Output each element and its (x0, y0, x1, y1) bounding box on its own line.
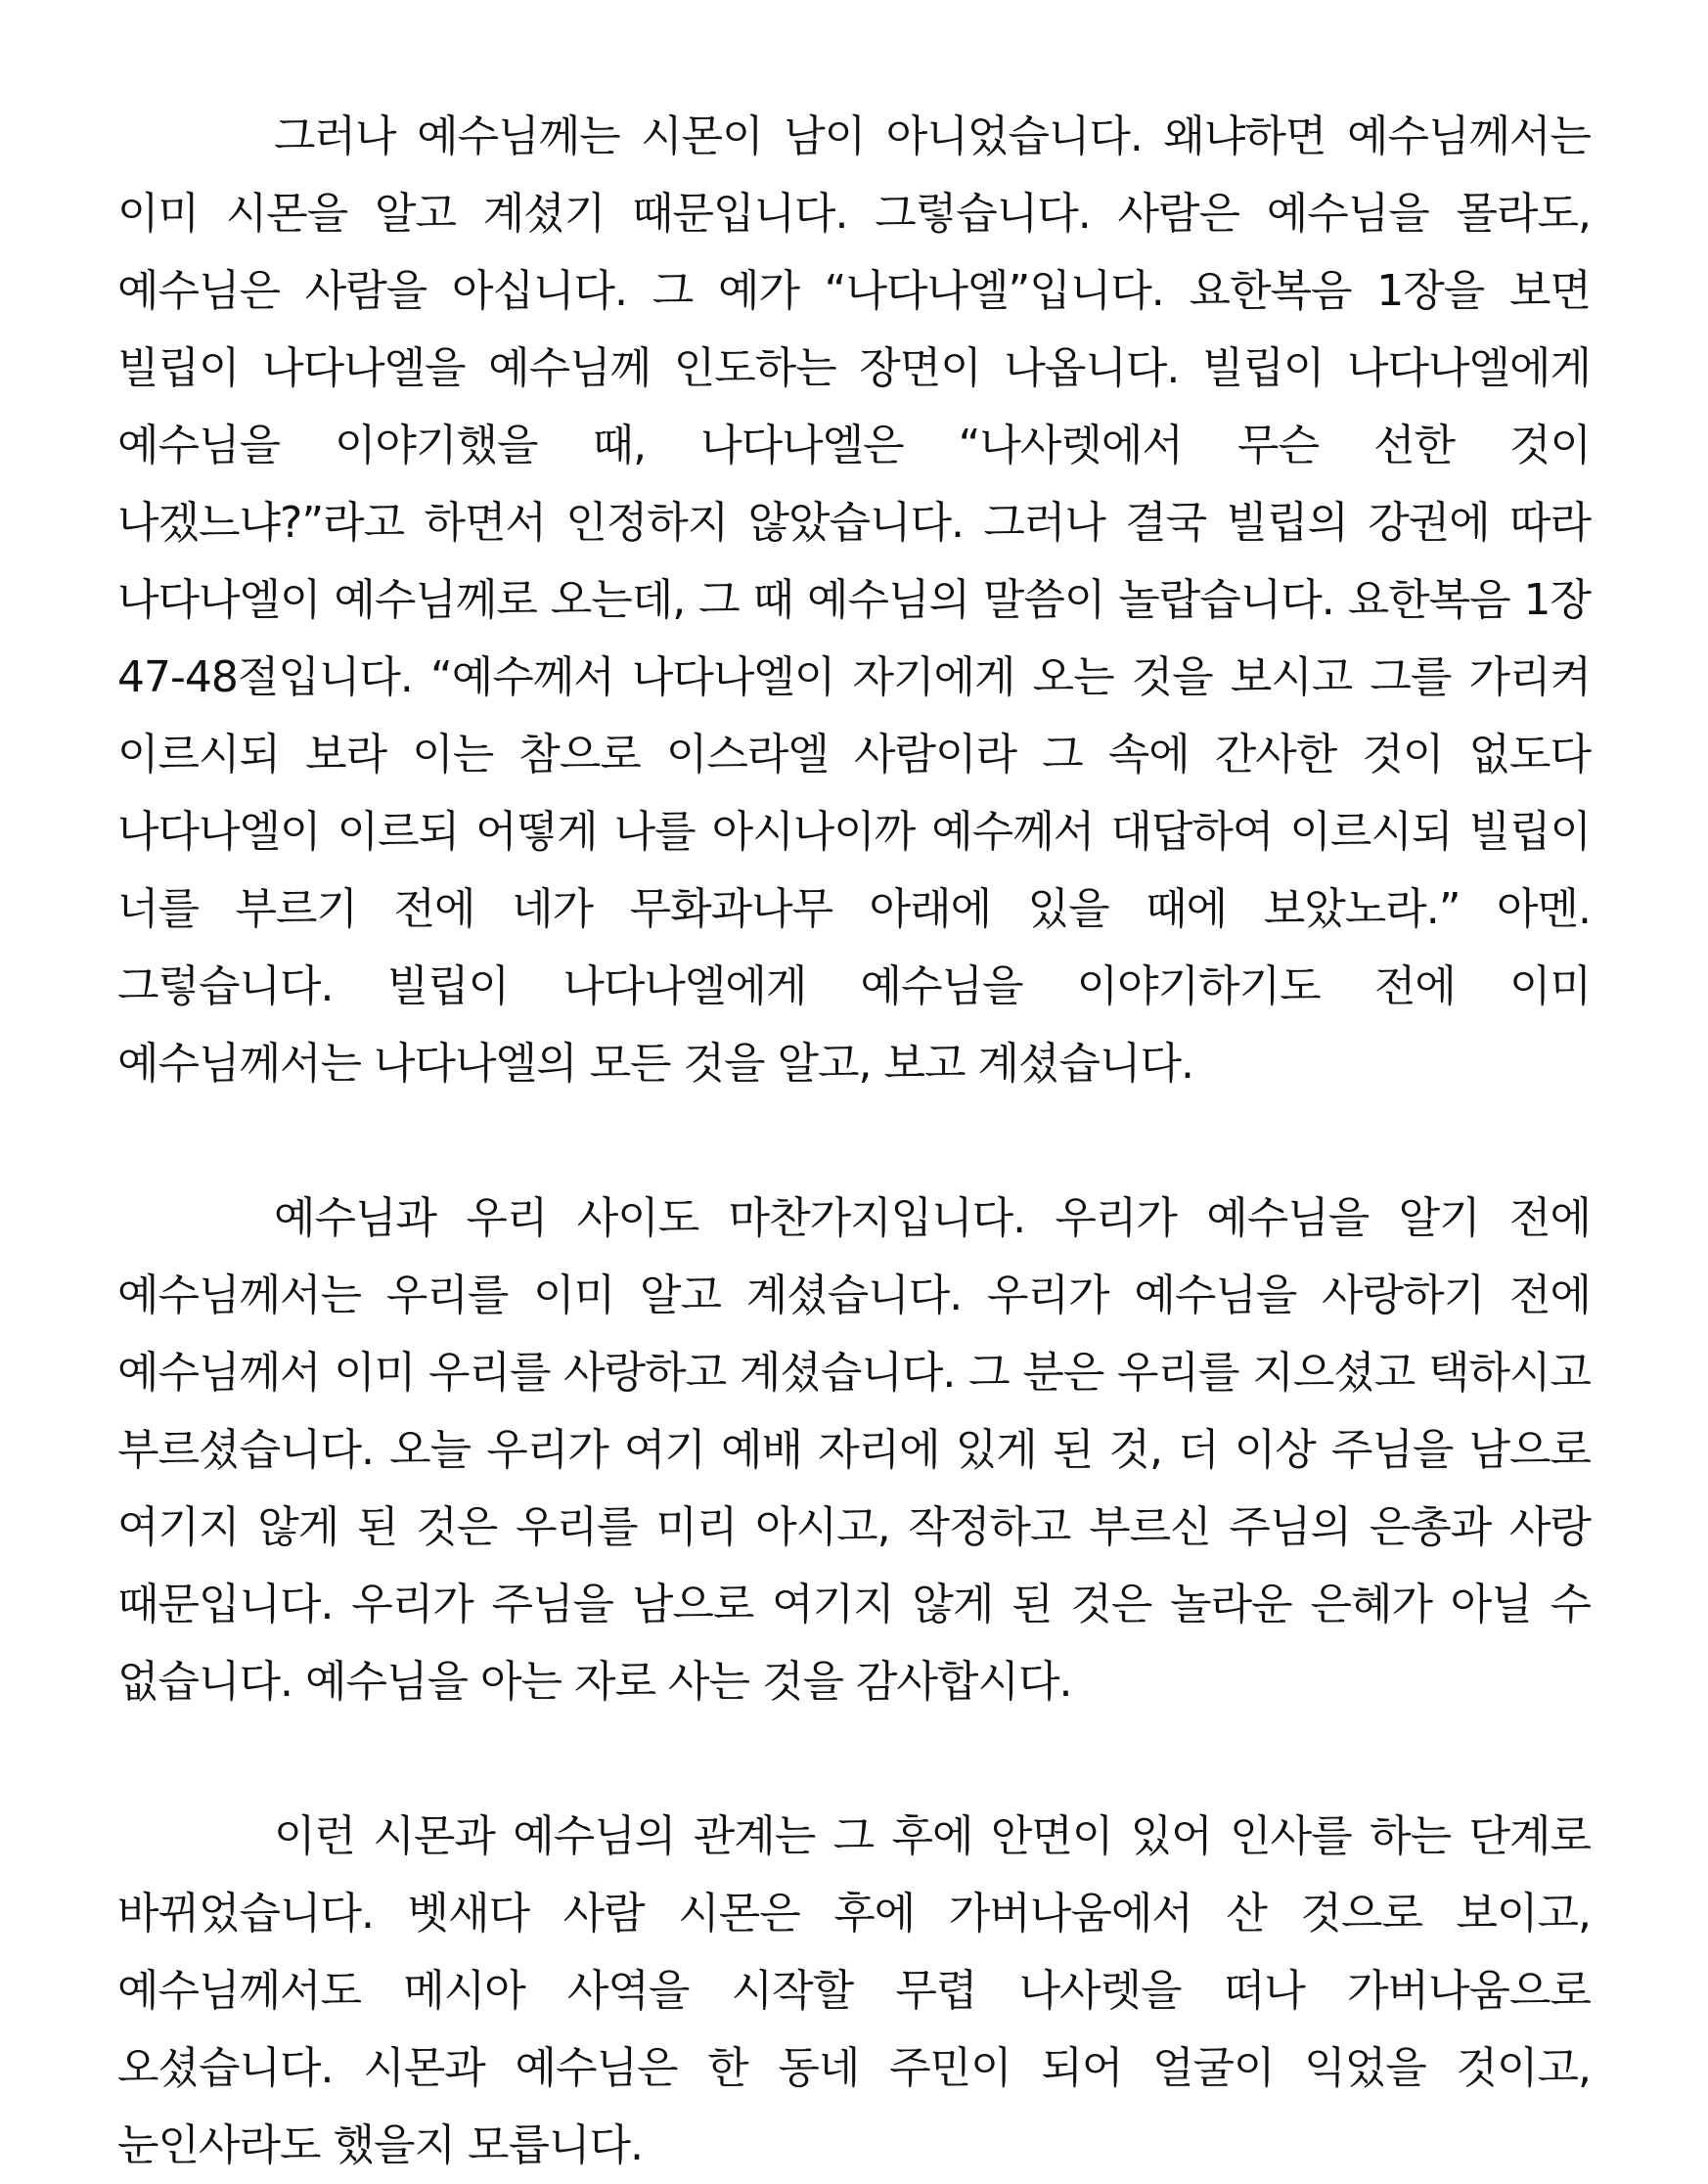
document-page (117, 98, 1591, 2184)
paragraph-2: 예수님과 우리 사이도 마찬가지입니다. 우리가 예수님을 알기 전에 예수님께서는 우리를 이미 알고 계셨습니다. 우리가 예수님을 사랑하기 전에 예수님께서 이미 우리를 사랑하고 계셨습니다. 그 분은 우리를 지으셨고 택하시고 부르셨습니다. 오늘 우리가 여기 예배 자리에 있게 된 것, 더 이상 주님을 남으로 여기지 않게 된 것은 우리를 미리 아시고, 작정하고 부르신 주님의 은총과 사랑 때문입니다. 우리가 주님을 남으로 여기지 않게 된 것은 놀라운 은혜가 아닐 수 없습니다. 예수님을 아는 자로 사는 것을 감사합시다. (117, 1193, 1591, 1707)
paragraph-1: 그러나 예수님께는 시몬이 남이 아니었습니다. 왜냐하면 예수님께서는 이미 시몬을 알고 계셨기 때문입니다. 그렇습니다. 사람은 예수님을 몰라도, 예수님은 사람을 아십니다. 그 예가 “나다나엘”입니다. 요한복음 1장을 보면 빌립이 나다나엘을 예수님께 인도하는 장면이 나옵니다. 빌립이 나다나엘에게 예수님을 이야기했을 때, 나다나엘은 “나사렛에서 무슨 선한 것이 나겠느냐?”라고 하면서 인정하지 않았습니다. 그러나 결국 빌립의 강권에 따라 나다나엘이 예수님께로 오는데, 그 때 예수님의 말씀이 놀랍습니다. 요한복음 1장 47-48절입니다. “예수께서 나다나엘이 자기에게 오는 것을 보시고 그를 가리켜 이르시되 보라 이는 참으로 이스라엘 사람이라 그 속에 간사한 것이 없도다 나다나엘이 이르되 어떻게 나를 아시나이까 예수께서 대답하여 이르시되 빌립이 너를 부르기 전에 네가 무화과나무 아래에 있을 때에 보았노라.” 아멘. 그렇습니다. 빌립이 나다나엘에게 예수님을 이야기하기도 전에 이미 예수님께서는 나다나엘의 모든 것을 알고, 보고 계셨습니다. (117, 111, 1591, 1089)
paragraph-3: 이런 시몬과 예수님의 관계는 그 후에 안면이 있어 인사를 하는 단계로 바뀌었습니다. 벳새다 사람 시몬은 후에 가버나움에서 산 것으로 보이고, 예수님께서도 메시아 사역을 시작할 무렵 나사렛을 떠나 가버나움으로 오셨습니다. 시몬과 예수님은 한 동네 주민이 되어 얼굴이 익었을 것이고, 눈인사라도 했을지 모릅니다. (117, 1811, 1591, 2170)
